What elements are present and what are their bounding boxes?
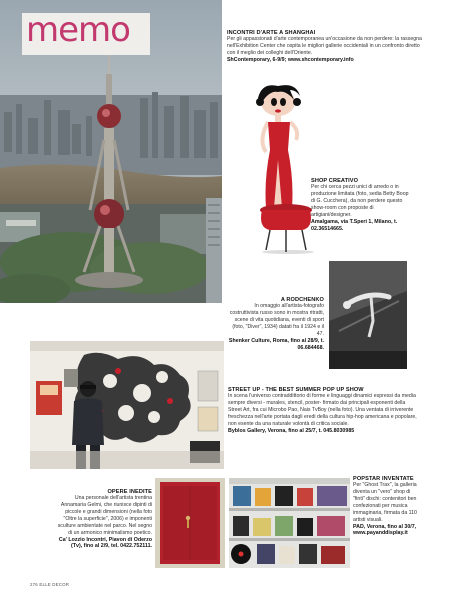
article-reference: Byblos Gallery, Verona, fino al 25/7, t. 045.8030985 xyxy=(228,427,355,434)
article-body: Per chi cerca pezzi unici di arredo o in produzione limitata (foto, sedia Betty Boop di G. Cucchera), da non perdere questo show-room con proposte di artigiani/designer. xyxy=(311,184,409,218)
records-shelf-image xyxy=(229,478,350,568)
red-painting-image xyxy=(155,478,225,568)
article-reference: Ca' Lozzio Incontri, Piavon di Oderzo (Tv), fino al 2/9, tel. 0422.752111. xyxy=(58,536,152,550)
article-reference: PAD, Verona, fino al 30/7, www.payanddisplay.it xyxy=(353,523,417,537)
article-title: A RODCHENKO xyxy=(280,297,324,303)
article-street-up xyxy=(228,387,420,435)
article-body: Una personale dell'artista trentina Annamaria Gelmi, che riunisce dipinti di piccole e grandi dimensioni (nella foto "Oltre la superficie", 2006) e imponenti sculture ambientate nel parco. Nel segno di un armonico minimalismo poetico. xyxy=(57,495,152,536)
article-body: Per "Ghost Trax", la galleria diventa un "vero" shop di "finti" dischi: contenitori ben confezionati per musica immaginaria, firmata da 110 artisti visuali. xyxy=(353,482,417,523)
article-title: STREET UP - THE BEST SUMMER POP UP SHOW xyxy=(228,387,364,393)
page-footer: 276 ELLE DECOR xyxy=(30,582,70,587)
street-art-image xyxy=(30,341,224,469)
article-title: POPSTAR INVENTATE xyxy=(353,476,414,482)
masthead-title: memo xyxy=(26,10,130,50)
opere-painting-photo xyxy=(155,478,225,568)
article-rodchenko xyxy=(228,297,324,351)
masthead xyxy=(22,10,150,55)
article-body: Per gli appassionati d'arte contemporanea un'occasione da non perdere: la rassegna nell'Exhibition Center che ospita le migliori gallerie occidentali in un confronto diretto con il meglio dei colleghi dell'Oriente. xyxy=(227,36,422,57)
article-reference: ShContemporary, 6-9/9; www.shcontemporary.info xyxy=(227,57,354,63)
rodchenko-diver-photo xyxy=(329,261,407,369)
article-title: INCONTRI D'ARTE A SHANGHAI xyxy=(227,30,316,36)
article-title: OPERE INEDITE xyxy=(107,489,152,495)
article-body: In omaggio all'artista-fotografo costruttivista russo sono in mostra ritratti, scene di vita quotidiana, eventi di sport (foto, "Diver", 1934) datati fra il 1924 e il 47. xyxy=(229,303,324,337)
diver-image xyxy=(329,261,407,369)
street-art-photo xyxy=(30,341,224,469)
popstar-records-photo xyxy=(229,478,350,568)
article-shanghai xyxy=(227,30,427,64)
article-shop-creativo xyxy=(311,178,413,232)
article-title: SHOP CREATIVO xyxy=(311,178,359,184)
article-reference: Amalgama, via T.Speri 1, Milano, t. 02.36514665. xyxy=(311,218,398,232)
article-reference: Shenker Culture, Roma, fino al 28/9, t. 06.684468. xyxy=(228,337,324,351)
article-popstar xyxy=(353,476,417,537)
article-opere-inedite xyxy=(56,489,152,550)
article-body: In scena l'universo contraddittorio di forme e linguaggi dinamici espressi da media sempre diversi - murales, stencil, poster- firmato dai principali esponenti della Street Art, fra cui Microbo Pao, Nais TvBoy (nella foto). Una ventata di irriverente freschezza nell'arte portata dagli eredi della cultura hip-hop americana e popolare, non esente da una naturale volontà di critica sociale. xyxy=(228,393,417,427)
